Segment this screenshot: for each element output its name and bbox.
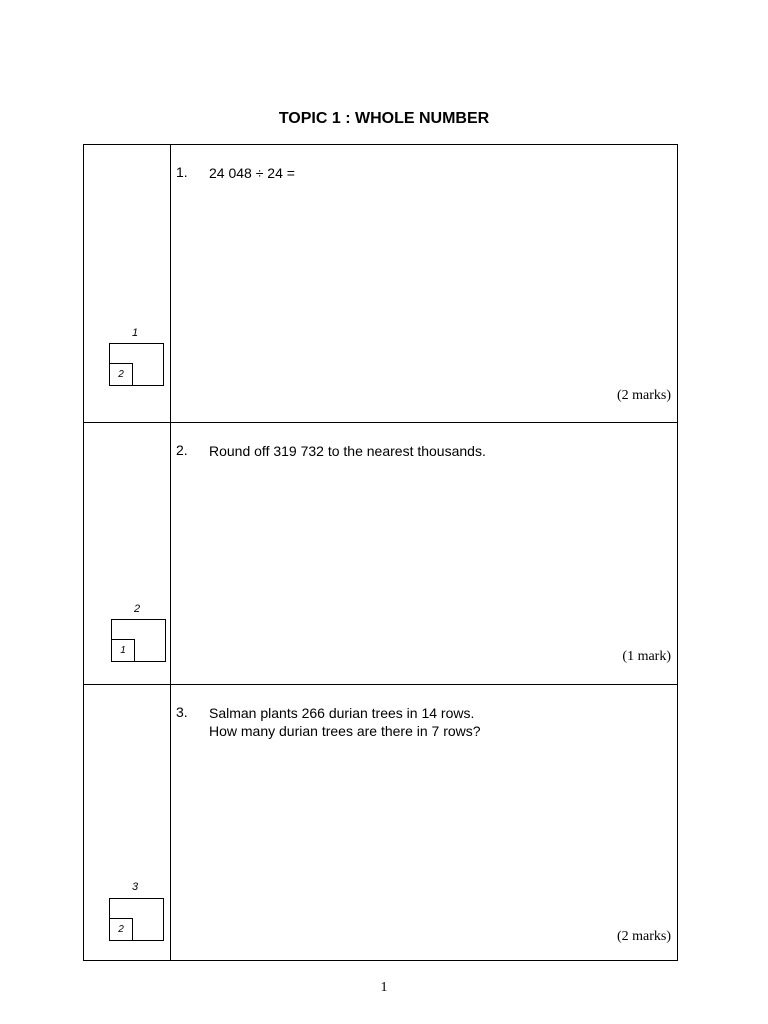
question-id-label: 3 [131,881,139,893]
mark-column [84,685,171,960]
mark-column [84,423,171,684]
marks-label: (2 marks) [616,388,671,403]
question-text [209,442,486,460]
question-row-2 [84,423,677,685]
question-number: 2. [176,442,188,458]
mark-box [111,619,166,662]
question-line: Salman plants 266 durian trees in 14 rows. [209,705,475,721]
question-text [209,704,481,740]
question-line: 24 048 ÷ 24 = [209,165,295,181]
question-line: How many durian trees are there in 7 rows? [209,723,481,739]
question-table [83,144,678,961]
question-number: 3. [176,704,188,720]
question-id-label: 2 [133,603,141,615]
mark-box [109,898,164,941]
max-marks-box: 1 [111,639,135,662]
page-number: 1 [380,980,388,995]
max-marks-box: 2 [109,918,133,941]
page-title: TOPIC 1 : WHOLE NUMBER [278,110,490,127]
question-id-label: 1 [131,327,139,339]
mark-box [109,343,164,386]
question-row-1 [84,145,677,423]
question-text [209,164,295,182]
mark-column [84,145,171,422]
question-number: 1. [176,164,188,180]
question-line: Round off 319 732 to the nearest thousands. [209,443,486,459]
marks-label: (2 marks) [616,929,671,944]
question-row-3 [84,685,677,960]
marks-label: (1 mark) [622,649,671,664]
max-marks-box: 2 [109,363,133,386]
